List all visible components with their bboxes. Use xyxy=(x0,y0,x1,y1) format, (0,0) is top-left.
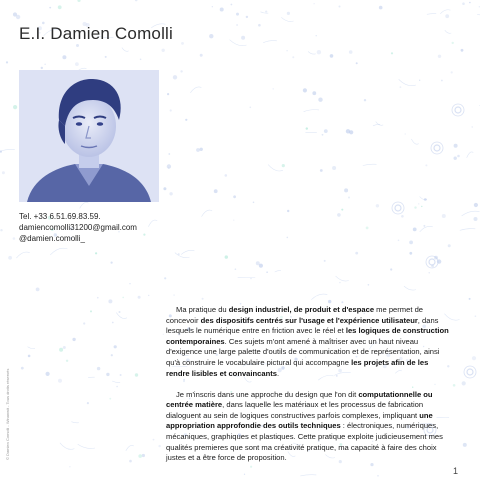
pattern-dot xyxy=(119,311,121,313)
bio-paragraph-1 xyxy=(166,305,454,379)
pattern-dot xyxy=(138,296,141,299)
pattern-dot xyxy=(282,164,285,167)
pattern-squiggle xyxy=(148,220,157,227)
pattern-dot xyxy=(158,445,160,447)
pattern-squiggle xyxy=(0,149,15,151)
pattern-dot xyxy=(69,466,70,467)
pattern-dot xyxy=(173,294,174,295)
pattern-dot xyxy=(266,271,268,273)
pattern-squiggle xyxy=(230,40,247,46)
pattern-dot xyxy=(83,322,85,324)
pattern-squiggle xyxy=(462,211,480,216)
pattern-dot xyxy=(413,228,417,232)
text-run: . xyxy=(277,368,280,378)
pattern-squiggle xyxy=(190,87,201,93)
social-handle: @damien.comolli_ xyxy=(19,234,85,243)
pattern-dot xyxy=(463,443,467,447)
pattern-dot xyxy=(418,203,419,204)
pattern-dot xyxy=(0,229,2,231)
pattern-dot xyxy=(49,7,51,9)
pattern-dot xyxy=(220,8,224,12)
pattern-dot xyxy=(6,61,8,63)
pattern-dot xyxy=(287,12,290,15)
pattern-squiggle xyxy=(88,377,95,378)
pattern-squiggle xyxy=(311,294,327,300)
pattern-dot xyxy=(202,298,204,300)
pattern-dot xyxy=(405,133,406,134)
pattern-dot xyxy=(337,213,341,217)
pattern-squiggle xyxy=(263,41,277,43)
pattern-dot xyxy=(421,206,422,207)
pattern-squiggle xyxy=(281,17,293,21)
pattern-dot xyxy=(425,164,427,166)
pattern-dot xyxy=(62,55,66,59)
pattern-dot xyxy=(135,0,138,1)
pattern-dot xyxy=(259,264,263,268)
pattern-dot xyxy=(231,4,233,6)
pattern-dot xyxy=(349,50,353,54)
pattern-dot xyxy=(164,277,166,279)
pattern-dot xyxy=(168,153,170,155)
pattern-dot xyxy=(445,14,449,18)
pattern-dot xyxy=(250,466,252,468)
pattern-dot xyxy=(148,295,149,296)
pattern-dot xyxy=(398,240,400,242)
pattern-squiggle xyxy=(304,110,319,112)
pattern-dot xyxy=(196,148,200,152)
pattern-dot xyxy=(390,268,392,270)
pattern-dot xyxy=(451,71,453,73)
pattern-dot xyxy=(169,192,172,195)
pattern-dot xyxy=(167,93,169,95)
pattern-dot xyxy=(286,50,287,51)
pattern-dot xyxy=(167,164,171,168)
pattern-dot xyxy=(95,252,97,254)
page-number: 1 xyxy=(452,466,458,476)
pattern-dot xyxy=(287,237,289,239)
pattern-dot xyxy=(138,454,142,458)
pattern-dot xyxy=(474,203,478,207)
pattern-dot xyxy=(400,86,402,88)
pattern-ring xyxy=(467,369,473,375)
pattern-dot xyxy=(265,11,267,13)
pattern-dot xyxy=(244,474,245,475)
pattern-dot xyxy=(356,62,358,64)
pattern-dot xyxy=(366,227,369,230)
pattern-dot xyxy=(163,334,164,335)
pattern-dot xyxy=(346,129,350,133)
pattern-dot xyxy=(328,300,331,303)
pattern-dot xyxy=(45,64,46,65)
pattern-dot xyxy=(21,367,24,370)
pattern-dot xyxy=(180,70,182,72)
pattern-dot xyxy=(348,197,350,199)
pattern-dot xyxy=(72,338,75,341)
pattern-dot xyxy=(469,298,471,300)
bold-phrase: une appropriation approfondie des outils techniques xyxy=(166,410,433,431)
pattern-dot xyxy=(112,322,114,324)
pattern-dot xyxy=(163,187,166,190)
pattern-squiggle xyxy=(445,30,451,33)
pattern-dot xyxy=(212,6,213,7)
pattern-dot xyxy=(448,244,451,247)
pattern-dot xyxy=(109,398,111,400)
pattern-dot xyxy=(379,6,383,10)
pattern-dot xyxy=(475,315,477,317)
pattern-dot xyxy=(233,195,236,198)
copyright-notice: © Damien Comolli - Winanwit - Tous droits réservés xyxy=(5,368,10,460)
pattern-dot xyxy=(233,220,234,221)
pattern-squiggle xyxy=(275,271,281,272)
bio-text xyxy=(166,305,454,464)
pattern-dot xyxy=(472,126,473,127)
pattern-dot xyxy=(462,381,466,385)
pattern-dot xyxy=(108,299,112,303)
pattern-squiggle xyxy=(202,210,213,217)
pattern-dot xyxy=(77,0,80,2)
pattern-dot xyxy=(469,2,471,4)
pattern-squiggle xyxy=(336,276,349,281)
pattern-dot xyxy=(225,255,228,258)
pattern-dot xyxy=(344,188,348,192)
pattern-dot xyxy=(140,59,142,61)
pattern-dot xyxy=(143,234,145,236)
pattern-dot xyxy=(235,268,237,270)
text-run: : électroniques, numériques, mécaniques, graphiques et plastiques. Cette pratique exploite judicieusement mes qualités premieres que sont ma créativité pratique, ma capacité à faire des choix justes et a être force de proposition. xyxy=(166,421,443,463)
pattern-dot xyxy=(441,80,443,82)
pattern-ring xyxy=(455,107,461,113)
pattern-dot xyxy=(236,13,239,16)
pattern-dot xyxy=(324,260,326,262)
pattern-dot xyxy=(111,354,113,356)
pattern-dot xyxy=(173,75,177,79)
pattern-dot xyxy=(241,36,245,40)
pattern-dot xyxy=(153,439,155,441)
pattern-dot xyxy=(13,237,16,240)
pattern-dot xyxy=(253,202,255,204)
pattern-ring xyxy=(452,104,464,116)
pattern-dot xyxy=(122,297,124,299)
pattern-squiggle xyxy=(308,52,316,55)
pattern-dot xyxy=(442,214,446,218)
pattern-dot xyxy=(225,174,228,177)
bio-paragraph-2 xyxy=(166,390,454,464)
text-run: . Ces sujets m'ont amené à maîtriser avec un haut niveau d'exigence une large palette d'outils de communication et de représentation, ainsi qu'à construire le vocabulaire pictural qui accompagne xyxy=(166,336,440,367)
pattern-dot xyxy=(339,6,341,8)
pattern-dot xyxy=(419,80,420,81)
pattern-dot xyxy=(316,35,317,36)
pattern-squiggle xyxy=(300,475,316,476)
pattern-dot xyxy=(324,129,328,133)
pattern-dot xyxy=(250,107,252,109)
pattern-dot xyxy=(97,367,100,370)
pattern-dot xyxy=(97,297,99,299)
page-title: E.I. Damien Comolli xyxy=(19,24,174,43)
pattern-dot xyxy=(135,373,138,376)
pattern-dot xyxy=(368,284,370,286)
pattern-dot xyxy=(474,217,478,221)
pattern-dot xyxy=(376,204,379,207)
pattern-dot xyxy=(312,91,316,95)
pattern-dot xyxy=(120,374,122,376)
pattern-dot xyxy=(63,346,66,349)
pattern-dot xyxy=(303,88,307,92)
pattern-squiggle xyxy=(78,444,95,448)
pattern-dot xyxy=(200,54,203,57)
pattern-ring xyxy=(464,366,476,378)
pattern-dot xyxy=(258,24,261,27)
pattern-squiggle xyxy=(71,422,78,423)
pattern-dot xyxy=(292,56,294,58)
pattern-dot xyxy=(87,402,89,404)
pattern-dot xyxy=(454,144,458,148)
pattern-dot xyxy=(13,105,17,109)
pattern-dot xyxy=(391,52,393,54)
pattern-dot xyxy=(76,44,79,47)
pattern-dot xyxy=(306,127,308,129)
pattern-dot xyxy=(462,2,465,5)
pattern-dot xyxy=(36,288,40,292)
pattern-dot xyxy=(414,206,416,208)
bold-phrase: les projets afin de les rendre lisibles et convaincants xyxy=(166,357,429,378)
text-run: Je m'inscris dans une approche du design que l'on dit xyxy=(176,389,359,399)
pattern-dot xyxy=(236,24,238,26)
pattern-squiggle xyxy=(80,202,89,208)
pattern-dot xyxy=(106,373,109,376)
bold-phrase: des dispositifs centrés sur l'usage et l'expérience utilisateur xyxy=(200,315,418,325)
pattern-ring xyxy=(434,145,440,151)
pattern-dot xyxy=(142,454,145,457)
pattern-dot xyxy=(452,42,454,44)
pattern-dot xyxy=(320,169,323,172)
pattern-ring xyxy=(429,259,435,265)
pattern-dot xyxy=(457,155,460,158)
pattern-squiggle xyxy=(60,443,75,450)
pattern-dot xyxy=(209,34,213,38)
pattern-dot xyxy=(111,262,113,264)
pattern-dot xyxy=(246,16,248,18)
pattern-dot xyxy=(66,360,68,362)
pattern-squiggle xyxy=(28,347,35,349)
pattern-dot xyxy=(364,99,366,101)
pattern-dot xyxy=(409,252,412,255)
pattern-dot xyxy=(330,54,334,58)
phone-number: Tel. +33 6.51.69.83.59. xyxy=(19,212,101,221)
pattern-dot xyxy=(90,310,92,312)
pattern-dot xyxy=(341,209,343,211)
pattern-dot xyxy=(314,3,315,4)
pattern-dot xyxy=(162,49,165,52)
pattern-squiggle xyxy=(411,139,418,144)
pattern-dot xyxy=(409,241,413,245)
pattern-dot xyxy=(250,278,252,280)
pattern-dot xyxy=(46,372,50,376)
pattern-dot xyxy=(58,5,62,9)
pattern-squiggle xyxy=(427,14,436,15)
pattern-dot xyxy=(423,225,425,227)
pattern-dot xyxy=(401,215,404,218)
bold-phrase: design industriel, de produit et d'espace xyxy=(228,305,375,314)
pattern-squiggle xyxy=(181,250,194,254)
pattern-ring xyxy=(431,142,443,154)
pattern-squiggle xyxy=(50,248,67,255)
pattern-dot xyxy=(181,42,184,45)
pattern-dot xyxy=(41,67,43,69)
pattern-dot xyxy=(438,55,441,58)
pattern-squiggle xyxy=(404,286,416,290)
pattern-dot xyxy=(318,98,322,102)
contact-block xyxy=(19,211,137,244)
pattern-squiggle xyxy=(116,313,127,319)
portrait-photo xyxy=(19,70,159,202)
pattern-dot xyxy=(28,355,31,358)
pattern-squiggle xyxy=(112,381,120,382)
pattern-dot xyxy=(59,348,63,352)
pattern-dot xyxy=(2,171,5,174)
bold-phrase: computationnelle ou centrée matière xyxy=(166,389,433,410)
pattern-dot xyxy=(116,386,118,388)
pattern-squiggle xyxy=(399,79,416,85)
pattern-dot xyxy=(170,109,172,111)
text-run: Ma pratique du xyxy=(176,305,229,314)
pattern-squiggle xyxy=(126,445,134,450)
pattern-squiggle xyxy=(16,252,29,258)
pattern-dot xyxy=(332,166,336,170)
pattern-dot xyxy=(355,252,358,255)
pattern-dot xyxy=(339,282,340,283)
pattern-dot xyxy=(58,379,62,383)
pattern-dot xyxy=(129,460,132,463)
pattern-squiggle xyxy=(420,226,433,231)
pattern-squiggle xyxy=(467,152,474,158)
pattern-dot xyxy=(322,134,324,136)
text-run: , dans laquelle les matériaux et les processus de fabrication dialoguent au sein de logiques constructives parfois complexes, impliquant xyxy=(166,400,424,420)
pattern-dot xyxy=(114,345,117,348)
pattern-dot xyxy=(273,88,274,89)
pattern-dot xyxy=(461,49,464,52)
pattern-dot xyxy=(75,62,79,66)
pattern-dot xyxy=(214,189,218,193)
pattern-dot xyxy=(185,119,187,121)
pattern-dot xyxy=(129,283,130,284)
pattern-squiggle xyxy=(440,10,450,14)
pattern-dot xyxy=(472,356,476,360)
pattern-dot xyxy=(454,157,457,160)
pattern-dot xyxy=(200,148,203,151)
pattern-dot xyxy=(341,301,343,303)
pattern-dot xyxy=(317,50,321,54)
pattern-squiggle xyxy=(268,165,283,171)
pattern-ring xyxy=(392,202,404,214)
bold-phrase: les logiques de construction contemporaines xyxy=(166,326,449,346)
pattern-squiggle xyxy=(373,124,380,125)
pattern-dot xyxy=(377,475,379,477)
email-address: damiencomolli31200@gmail.com xyxy=(19,223,137,232)
pattern-dot xyxy=(287,210,289,212)
pattern-dot xyxy=(429,272,430,273)
pattern-squiggle xyxy=(122,48,129,52)
pattern-dot xyxy=(16,15,20,19)
pattern-squiggle xyxy=(460,229,476,231)
text-run: me permet de concevoir xyxy=(166,305,424,325)
pattern-dot xyxy=(105,56,107,58)
pattern-squiggle xyxy=(363,164,377,165)
pattern-dot xyxy=(8,256,12,260)
pattern-ring xyxy=(395,205,401,211)
text-run: , dans lesquels le numérique entre en friction avec le réel et xyxy=(166,315,439,336)
